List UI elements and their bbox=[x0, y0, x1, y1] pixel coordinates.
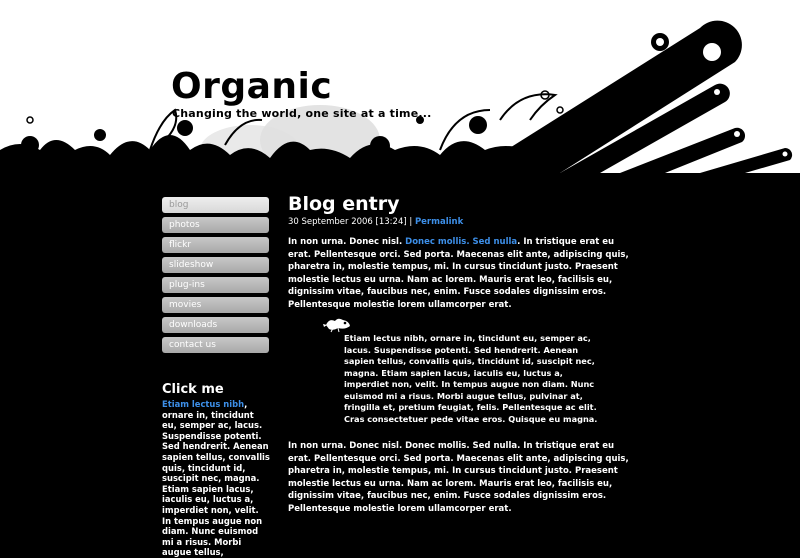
post-paragraph-2: In non urna. Donec nisl. Donec mollis. Sed nulla. In tristique erat eu erat. Pellentesque orci. Sed porta. Maecenas elit ante, adipiscing quis, pharetra in, molestie tempus, mi. In cursus tincidunt justo. Praesent molestie lectus eu urna. Nam ac lorem. Mauris erat leo, facilisis eu, dignissim vitae, faucibus nec, enim. Fusce sodales dignissim eros. Pellentesque molestie lorem ullamcorper erat. bbox=[288, 441, 629, 514]
nav-item-contact-us[interactable]: contact us bbox=[162, 337, 269, 353]
post-date: 30 September 2006 [13:24] | bbox=[288, 217, 413, 227]
nav-item-plug-ins[interactable]: plug-ins bbox=[162, 277, 269, 293]
site-tagline: Changing the world, one site at a time... bbox=[172, 107, 432, 120]
click-me-body: , ornare in, tincidunt eu, semper ac, lacus. Suspendisse potenti. Sed hendrerit. Aenean sapien tellus, convallis quis, tincidunt id, suscipit nec, magna. Etiam sapien lacus, iaculis eu, luctus a, imperdiet non, velit. In tempus augue non diam. Nunc euismod mi a risus. Morbi augue tellus, bbox=[162, 399, 270, 558]
click-me-text bbox=[162, 399, 270, 558]
post-blockquote: Etiam lectus nibh, ornare in, tincidunt eu, semper ac, lacus. Suspendisse potenti. Sed hendrerit. Aenean sapien tellus, convallis quis, tincidunt id, suscipit nec, magna. Etiam sapien lacus, iaculis eu, luctus a, imperdiet non, velit. In tempus augue non diam. Nunc euismod mi a risus. Morbi augue tellus, pulvinar at, fringilla et, pretium feugiat, felis. Pellentesque ac elit. Cras consectetuer pede vitae eros. Quisque eu magna. bbox=[344, 333, 598, 424]
nav-item-slideshow[interactable]: slideshow bbox=[162, 257, 269, 273]
site-header bbox=[0, 0, 800, 173]
post-meta bbox=[288, 217, 633, 227]
bird-icon bbox=[323, 315, 353, 333]
permalink-link[interactable]: Permalink bbox=[414, 217, 464, 227]
nav-item-movies[interactable]: movies bbox=[162, 297, 269, 313]
nav-item-downloads[interactable]: downloads bbox=[162, 317, 269, 333]
click-me-link[interactable]: Etiam lectus nibh bbox=[162, 399, 245, 409]
sidebar-nav bbox=[162, 197, 269, 357]
nav-item-photos[interactable]: photos bbox=[162, 217, 269, 233]
site-title[interactable]: Organic bbox=[171, 66, 333, 107]
main-content bbox=[288, 193, 633, 514]
post-title: Blog entry bbox=[288, 193, 400, 215]
p1-inline-link[interactable]: Donec mollis. Sed nulla bbox=[405, 237, 518, 247]
p1-text-after: . In tristique erat eu erat. Pellentesque orci. Sed porta. Maecenas elit ante, adipiscing quis, pharetra in, molestie tempus, mi. In cursus tincidunt justo. Praesent molestie lectus eu urna. Nam ac lorem. Mauris erat leo, facilisis eu, dignissim vitae, faucibus nec, enim. Fusce sodales dignissim eros. Pellentesque molestie lorem ullamcorper erat. bbox=[288, 237, 629, 310]
click-me-heading: Click me bbox=[162, 382, 224, 397]
nav-item-flickr[interactable]: flickr bbox=[162, 237, 269, 253]
post-paragraph-1 bbox=[288, 236, 633, 312]
header-decoration-art bbox=[0, 0, 800, 173]
nav-item-blog[interactable]: blog bbox=[162, 197, 269, 213]
p1-text-before: In non urna. Donec nisl. bbox=[288, 237, 406, 247]
click-me-widget bbox=[162, 382, 270, 558]
